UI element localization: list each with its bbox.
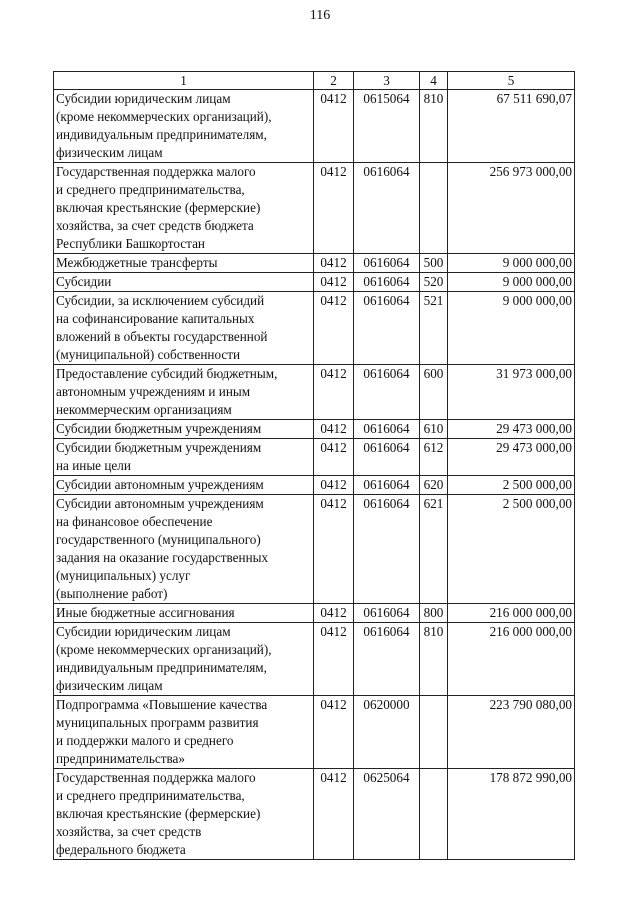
row-type-cell: 520 — [420, 273, 448, 292]
row-name-line: Субсидии бюджетным учреждениям — [56, 440, 262, 455]
row-name-line: на софинансирование капитальных — [56, 311, 255, 326]
row-type-cell: 810 — [420, 90, 448, 163]
row-name-cell — [54, 273, 314, 292]
row-name-line: Субсидии автономным учреждениям — [56, 477, 264, 492]
row-target-cell: 0616064 — [354, 476, 420, 495]
row-name-line: Межбюджетные трансферты — [56, 255, 218, 270]
row-type-cell: 600 — [420, 365, 448, 420]
row-name-line: предпринимательства» — [56, 751, 185, 766]
row-section-cell: 0412 — [314, 439, 354, 476]
row-section-cell: 0412 — [314, 273, 354, 292]
row-name-cell — [54, 476, 314, 495]
header-row — [54, 72, 575, 90]
row-name-line: вложений в объекты государственной — [56, 329, 268, 344]
row-name-line: федерального бюджета — [56, 842, 186, 857]
row-section-cell: 0412 — [314, 623, 354, 696]
column-header-type: 4 — [420, 72, 448, 90]
row-amount-cell: 216 000 000,00 — [448, 604, 575, 623]
row-name-cell — [54, 623, 314, 696]
row-name-line: Субсидии юридическим лицам — [56, 624, 231, 639]
row-section-cell: 0412 — [314, 254, 354, 273]
table-row — [54, 495, 575, 604]
column-header-name: 1 — [54, 72, 314, 90]
row-name-line: Субсидии автономным учреждениям — [56, 496, 264, 511]
row-target-cell: 0616064 — [354, 604, 420, 623]
row-name-line: и среднего предпринимательства, — [56, 788, 245, 803]
row-name-line: хозяйства, за счет средств бюджета — [56, 218, 254, 233]
row-amount-cell: 2 500 000,00 — [448, 495, 575, 604]
row-section-cell: 0412 — [314, 292, 354, 365]
table-row — [54, 476, 575, 495]
row-name-cell — [54, 90, 314, 163]
row-section-cell: 0412 — [314, 476, 354, 495]
row-name-line: муниципальных программ развития — [56, 715, 259, 730]
row-name-line: Субсидии — [56, 274, 112, 289]
table-row — [54, 623, 575, 696]
row-name-line: Государственная поддержка малого — [56, 770, 256, 785]
row-name-line: (кроме некоммерческих организаций), — [56, 109, 272, 124]
row-name-line: физическим лицам — [56, 145, 163, 160]
row-name-cell — [54, 439, 314, 476]
row-name-line: хозяйства, за счет средств — [56, 824, 202, 839]
table-row — [54, 292, 575, 365]
row-name-cell — [54, 163, 314, 254]
row-section-cell: 0412 — [314, 420, 354, 439]
table-row — [54, 439, 575, 476]
row-name-line: (кроме некоммерческих организаций), — [56, 642, 272, 657]
row-name-cell — [54, 696, 314, 769]
row-type-cell — [420, 163, 448, 254]
row-name-line: Республики Башкортостан — [56, 236, 205, 251]
row-type-cell: 521 — [420, 292, 448, 365]
row-name-line: автономным учреждениям и иным — [56, 384, 251, 399]
row-target-cell: 0616064 — [354, 292, 420, 365]
table-row — [54, 696, 575, 769]
row-target-cell: 0616064 — [354, 623, 420, 696]
row-amount-cell: 256 973 000,00 — [448, 163, 575, 254]
row-name-line: включая крестьянские (фермерские) — [56, 200, 261, 215]
row-name-line: на иные цели — [56, 458, 131, 473]
row-type-cell: 610 — [420, 420, 448, 439]
column-header-section: 2 — [314, 72, 354, 90]
row-section-cell: 0412 — [314, 696, 354, 769]
row-name-line: Подпрограмма «Повышение качества — [56, 697, 268, 712]
row-name-line: некоммерческим организациям — [56, 402, 232, 417]
row-section-cell: 0412 — [314, 604, 354, 623]
row-amount-cell: 31 973 000,00 — [448, 365, 575, 420]
row-name-line: (выполнение работ) — [56, 586, 168, 601]
row-section-cell: 0412 — [314, 769, 354, 860]
table-row — [54, 604, 575, 623]
row-name-line: Предоставление субсидий бюджетным, — [56, 366, 278, 381]
row-amount-cell: 9 000 000,00 — [448, 273, 575, 292]
row-name-line: физическим лицам — [56, 678, 163, 693]
row-type-cell: 621 — [420, 495, 448, 604]
row-target-cell: 0620000 — [354, 696, 420, 769]
row-section-cell: 0412 — [314, 90, 354, 163]
row-section-cell: 0412 — [314, 365, 354, 420]
table-row — [54, 365, 575, 420]
row-target-cell: 0616064 — [354, 420, 420, 439]
row-name-line: и поддержки малого и среднего — [56, 733, 234, 748]
row-name-cell — [54, 420, 314, 439]
row-target-cell: 0616064 — [354, 365, 420, 420]
row-amount-cell: 2 500 000,00 — [448, 476, 575, 495]
budget-table — [53, 71, 575, 860]
row-type-cell: 612 — [420, 439, 448, 476]
row-amount-cell: 178 872 990,00 — [448, 769, 575, 860]
row-name-cell — [54, 365, 314, 420]
row-name-cell — [54, 604, 314, 623]
row-type-cell: 620 — [420, 476, 448, 495]
row-target-cell: 0616064 — [354, 273, 420, 292]
row-name-line: Субсидии бюджетным учреждениям — [56, 421, 262, 436]
table-row — [54, 420, 575, 439]
row-target-cell: 0616064 — [354, 495, 420, 604]
row-amount-cell: 9 000 000,00 — [448, 254, 575, 273]
column-header-amount: 5 — [448, 72, 575, 90]
row-amount-cell: 29 473 000,00 — [448, 439, 575, 476]
table-row — [54, 273, 575, 292]
row-name-cell — [54, 254, 314, 273]
row-name-line: на финансовое обеспечение — [56, 514, 213, 529]
row-amount-cell: 223 790 080,00 — [448, 696, 575, 769]
row-target-cell: 0615064 — [354, 90, 420, 163]
row-name-line: Субсидии, за исключением субсидий — [56, 293, 265, 308]
table-row — [54, 769, 575, 860]
table-header — [54, 72, 575, 90]
row-name-line: государственного (муниципального) — [56, 532, 261, 547]
row-amount-cell: 9 000 000,00 — [448, 292, 575, 365]
row-name-line: Государственная поддержка малого — [56, 164, 256, 179]
row-name-line: и среднего предпринимательства, — [56, 182, 245, 197]
row-amount-cell: 29 473 000,00 — [448, 420, 575, 439]
row-type-cell — [420, 696, 448, 769]
row-amount-cell: 216 000 000,00 — [448, 623, 575, 696]
row-name-line: (муниципальных) услуг — [56, 568, 191, 583]
row-name-line: задания на оказание государственных — [56, 550, 269, 565]
row-name-line: Субсидии юридическим лицам — [56, 91, 231, 106]
row-name-line: включая крестьянские (фермерские) — [56, 806, 261, 821]
row-name-line: (муниципальной) собственности — [56, 347, 241, 362]
row-target-cell: 0616064 — [354, 163, 420, 254]
row-amount-cell: 67 511 690,07 — [448, 90, 575, 163]
row-name-line: индивидуальным предпринимателям, — [56, 660, 267, 675]
row-type-cell: 810 — [420, 623, 448, 696]
row-name-cell — [54, 292, 314, 365]
table-row — [54, 254, 575, 273]
row-section-cell: 0412 — [314, 163, 354, 254]
row-type-cell: 500 — [420, 254, 448, 273]
table-row — [54, 163, 575, 254]
page-number: 116 — [309, 8, 331, 23]
row-target-cell: 0616064 — [354, 439, 420, 476]
table-row — [54, 90, 575, 163]
row-target-cell: 0616064 — [354, 254, 420, 273]
row-name-line: индивидуальным предпринимателям, — [56, 127, 267, 142]
table-body — [54, 90, 575, 860]
row-name-line: Иные бюджетные ассигнования — [56, 605, 235, 620]
row-type-cell — [420, 769, 448, 860]
row-name-cell — [54, 769, 314, 860]
row-section-cell: 0412 — [314, 495, 354, 604]
row-name-cell — [54, 495, 314, 604]
row-type-cell: 800 — [420, 604, 448, 623]
column-header-target: 3 — [354, 72, 420, 90]
row-target-cell: 0625064 — [354, 769, 420, 860]
